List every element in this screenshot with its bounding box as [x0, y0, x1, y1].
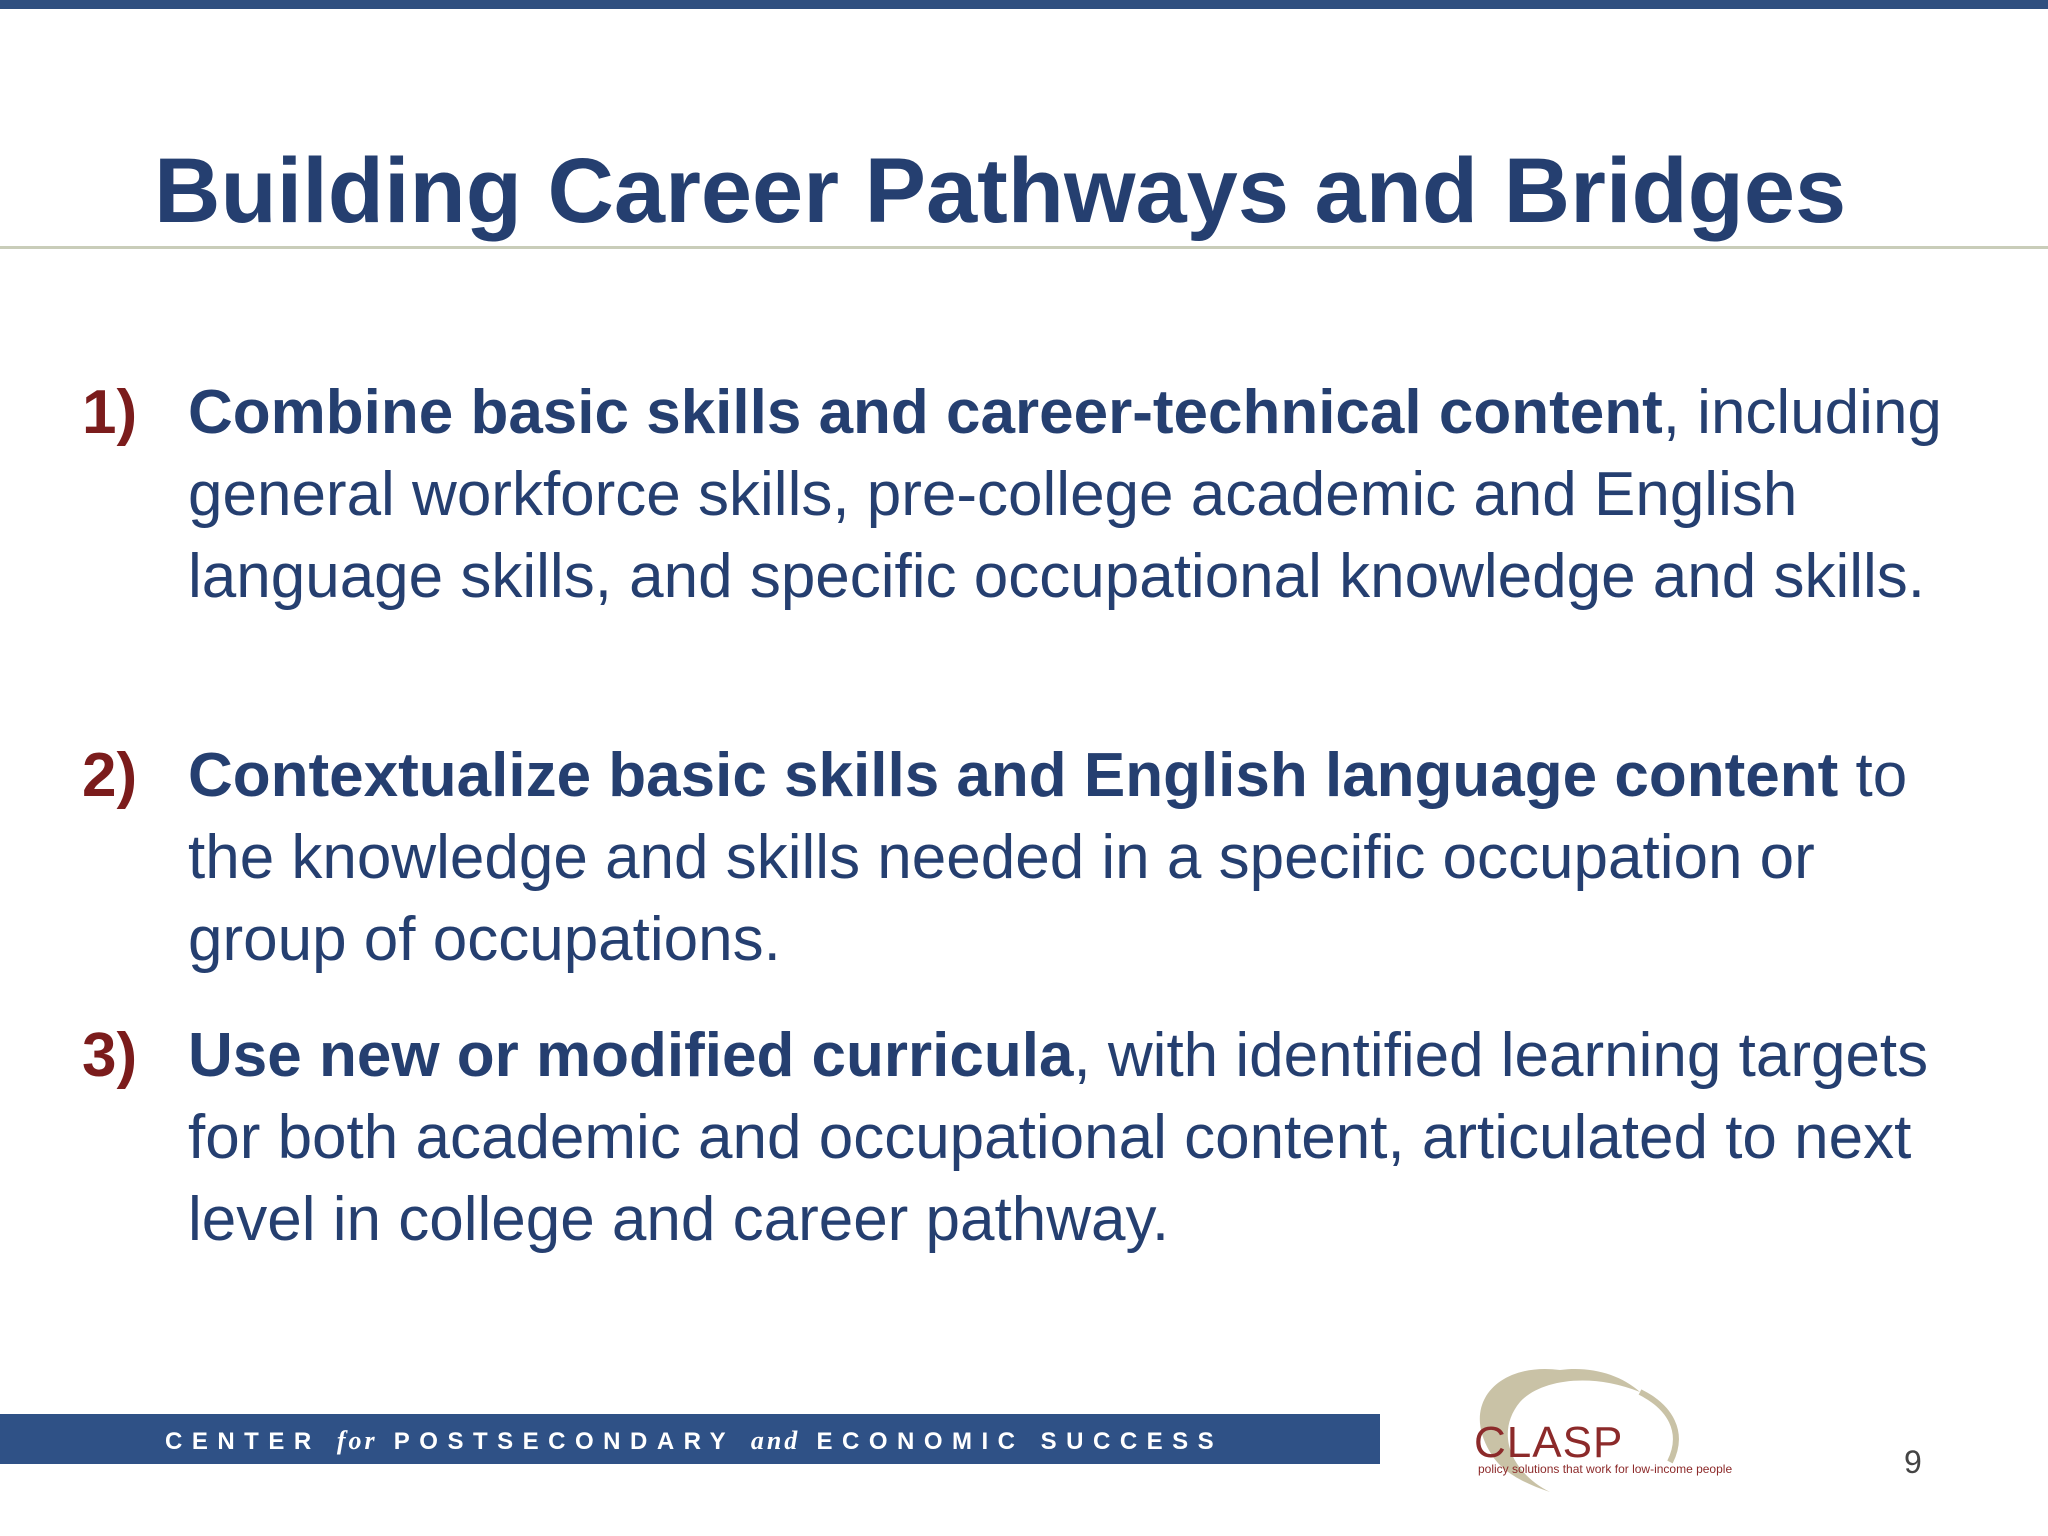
- footer-part: and: [750, 1426, 801, 1455]
- item-bold-text: Contextualize basic skills and English language content: [188, 741, 1839, 810]
- item-text: [188, 372, 1982, 618]
- item-number: 3): [82, 1021, 138, 1090]
- footer-organization-name: [165, 1426, 1223, 1456]
- footer-part: CENTER: [165, 1428, 337, 1455]
- clasp-logo-tagline: policy solutions that work for low-income people: [1478, 1462, 1733, 1476]
- footer-part: ECONOMIC SUCCESS: [800, 1428, 1224, 1455]
- item-text: [188, 735, 1982, 981]
- footer-part: POSTSECONDARY: [377, 1428, 751, 1455]
- item-body-text: to the knowledge and skills needed in a specific occupation or group of occupations.: [188, 741, 1908, 974]
- list-item: [82, 735, 1982, 981]
- list-item: [82, 1015, 1982, 1261]
- item-body-text: , including general workforce skills, pre-college academic and English language skills, and specific occupational knowledge and skills.: [188, 378, 1942, 611]
- clasp-logo-wordmark: CLASP: [1474, 1418, 1624, 1467]
- slide-title: Building Career Pathways and Bridges: [154, 140, 1847, 242]
- item-text: [188, 1015, 1982, 1261]
- footer-part: for: [336, 1426, 378, 1455]
- list-item: [82, 372, 1982, 618]
- item-number: 1): [82, 378, 138, 447]
- top-rule: [0, 0, 2048, 9]
- item-body-text: , with identified learning targets for both academic and occupational content, articulated to next level in college and career pathway.: [188, 1021, 1929, 1254]
- item-bold-text: Combine basic skills and career-technical content: [188, 378, 1663, 447]
- page-number: 9: [1904, 1444, 1922, 1480]
- item-bold-text: Use new or modified curricula: [188, 1021, 1074, 1090]
- title-divider: [0, 246, 2048, 249]
- item-number: 2): [82, 741, 138, 810]
